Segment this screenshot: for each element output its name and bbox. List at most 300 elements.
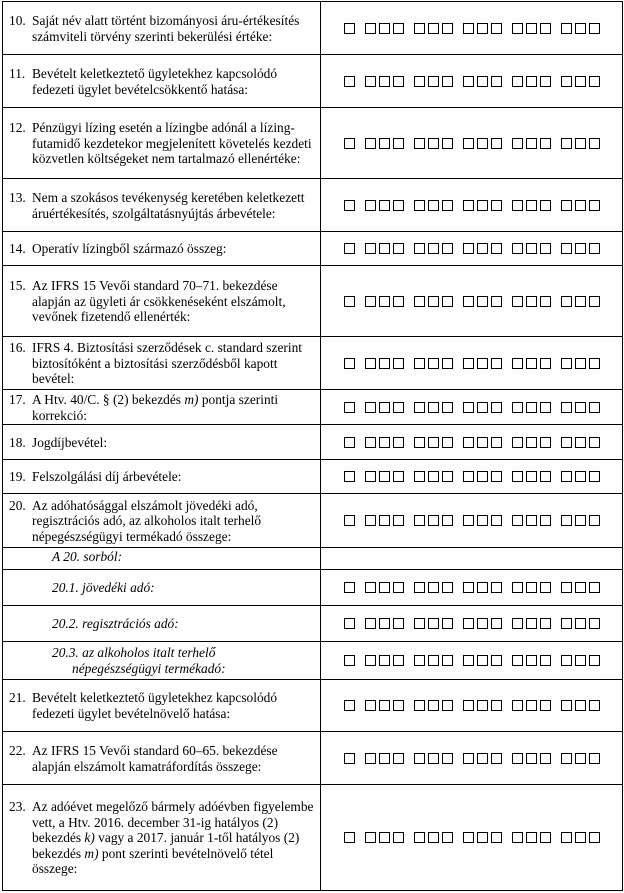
digit-box[interactable] <box>512 200 523 211</box>
digit-box[interactable] <box>393 471 404 482</box>
digit-box[interactable] <box>526 515 537 526</box>
digit-box[interactable] <box>393 515 404 526</box>
digit-box[interactable] <box>477 582 488 593</box>
digit-box[interactable] <box>561 655 572 666</box>
amount-field[interactable] <box>321 606 623 642</box>
digit-box[interactable] <box>561 582 572 593</box>
digit-box[interactable] <box>477 700 488 711</box>
digit-box[interactable] <box>561 402 572 413</box>
digit-box[interactable] <box>526 138 537 149</box>
digit-box[interactable] <box>379 243 390 254</box>
digit-box[interactable] <box>575 832 586 843</box>
digit-box[interactable] <box>526 200 537 211</box>
digit-box[interactable] <box>344 138 355 149</box>
digit-box[interactable] <box>344 582 355 593</box>
digit-box[interactable] <box>561 200 572 211</box>
amount-field[interactable] <box>321 390 623 425</box>
digit-box[interactable] <box>344 655 355 666</box>
digit-box[interactable] <box>540 402 551 413</box>
digit-box[interactable] <box>379 200 390 211</box>
digit-box[interactable] <box>589 832 600 843</box>
digit-box[interactable] <box>589 753 600 764</box>
digit-box[interactable] <box>526 753 537 764</box>
digit-box[interactable] <box>442 296 453 307</box>
digit-box[interactable] <box>491 832 502 843</box>
digit-box[interactable] <box>477 76 488 87</box>
digit-box[interactable] <box>379 655 390 666</box>
digit-box[interactable] <box>414 437 425 448</box>
digit-box[interactable] <box>442 437 453 448</box>
digit-box[interactable] <box>575 243 586 254</box>
digit-box[interactable] <box>414 23 425 34</box>
digit-box[interactable] <box>575 515 586 526</box>
digit-box[interactable] <box>561 296 572 307</box>
digit-box[interactable] <box>344 700 355 711</box>
digit-box[interactable] <box>526 700 537 711</box>
digit-box[interactable] <box>414 655 425 666</box>
digit-box[interactable] <box>428 471 439 482</box>
digit-box[interactable] <box>491 655 502 666</box>
digit-box[interactable] <box>442 402 453 413</box>
digit-box[interactable] <box>540 832 551 843</box>
digit-box[interactable] <box>561 437 572 448</box>
digit-box[interactable] <box>491 23 502 34</box>
digit-box[interactable] <box>575 76 586 87</box>
digit-box[interactable] <box>575 138 586 149</box>
digit-box[interactable] <box>414 471 425 482</box>
digit-box[interactable] <box>561 618 572 629</box>
digit-box[interactable] <box>365 358 376 369</box>
amount-field[interactable] <box>321 179 623 232</box>
digit-box[interactable] <box>575 437 586 448</box>
amount-field[interactable] <box>321 642 623 680</box>
digit-box[interactable] <box>477 200 488 211</box>
digit-box[interactable] <box>379 582 390 593</box>
digit-box[interactable] <box>589 200 600 211</box>
digit-box[interactable] <box>477 655 488 666</box>
digit-group <box>365 471 404 482</box>
digit-box[interactable] <box>491 618 502 629</box>
digit-box[interactable] <box>393 582 404 593</box>
digit-box[interactable] <box>365 655 376 666</box>
digit-box[interactable] <box>393 832 404 843</box>
digit-box[interactable] <box>512 515 523 526</box>
digit-box[interactable] <box>540 700 551 711</box>
digit-box[interactable] <box>344 832 355 843</box>
digit-box[interactable] <box>491 753 502 764</box>
digit-box[interactable] <box>526 437 537 448</box>
digit-box[interactable] <box>393 200 404 211</box>
digit-box[interactable] <box>512 296 523 307</box>
digit-box[interactable] <box>491 138 502 149</box>
digit-group <box>463 296 502 307</box>
digit-box[interactable] <box>379 296 390 307</box>
digit-box[interactable] <box>526 618 537 629</box>
digit-box[interactable] <box>379 753 390 764</box>
digit-box[interactable] <box>477 832 488 843</box>
digit-box[interactable] <box>442 358 453 369</box>
digit-box[interactable] <box>393 138 404 149</box>
digit-box[interactable] <box>526 655 537 666</box>
digit-box[interactable] <box>575 618 586 629</box>
amount-field[interactable] <box>321 732 623 785</box>
digit-box[interactable] <box>379 515 390 526</box>
digit-box[interactable] <box>428 358 439 369</box>
digit-box[interactable] <box>463 243 474 254</box>
digit-box[interactable] <box>442 832 453 843</box>
digit-box[interactable] <box>491 402 502 413</box>
revenue-items-table <box>2 1 623 891</box>
digit-box[interactable] <box>540 655 551 666</box>
digit-box[interactable] <box>428 138 439 149</box>
table-row <box>3 266 623 337</box>
digit-box[interactable] <box>463 582 474 593</box>
amount-field[interactable] <box>321 232 623 266</box>
digit-box[interactable] <box>379 700 390 711</box>
digit-box[interactable] <box>512 655 523 666</box>
digit-box[interactable] <box>540 618 551 629</box>
digit-box[interactable] <box>589 582 600 593</box>
digit-box[interactable] <box>463 618 474 629</box>
digit-box[interactable] <box>344 358 355 369</box>
digit-box[interactable] <box>442 515 453 526</box>
digit-box[interactable] <box>428 700 439 711</box>
digit-box[interactable] <box>393 700 404 711</box>
digit-box[interactable] <box>589 243 600 254</box>
digit-box[interactable] <box>442 23 453 34</box>
digit-box[interactable] <box>575 700 586 711</box>
digit-box[interactable] <box>414 618 425 629</box>
digit-box[interactable] <box>575 655 586 666</box>
digit-box[interactable] <box>428 582 439 593</box>
digit-box[interactable] <box>344 471 355 482</box>
digit-box[interactable] <box>575 582 586 593</box>
digit-box[interactable] <box>561 138 572 149</box>
digit-box[interactable] <box>442 655 453 666</box>
digit-box[interactable] <box>393 402 404 413</box>
digit-box[interactable] <box>512 700 523 711</box>
digit-box[interactable] <box>442 471 453 482</box>
table-row <box>3 55 623 108</box>
digit-box[interactable] <box>540 296 551 307</box>
digit-box[interactable] <box>428 753 439 764</box>
digit-box[interactable] <box>512 138 523 149</box>
digit-box[interactable] <box>344 243 355 254</box>
digit-box[interactable] <box>491 200 502 211</box>
digit-box[interactable] <box>561 358 572 369</box>
digit-box[interactable] <box>365 618 376 629</box>
digit-box[interactable] <box>540 437 551 448</box>
digit-box[interactable] <box>365 402 376 413</box>
digit-box[interactable] <box>512 243 523 254</box>
digit-box[interactable] <box>477 618 488 629</box>
digit-box[interactable] <box>540 753 551 764</box>
digit-box[interactable] <box>365 296 376 307</box>
digit-group <box>344 76 355 87</box>
digit-box[interactable] <box>512 618 523 629</box>
digit-box[interactable] <box>393 618 404 629</box>
digit-box[interactable] <box>463 471 474 482</box>
digit-box[interactable] <box>463 700 474 711</box>
digit-box[interactable] <box>344 23 355 34</box>
amount-field[interactable] <box>321 785 623 891</box>
digit-box[interactable] <box>379 23 390 34</box>
digit-box[interactable] <box>526 358 537 369</box>
digit-box[interactable] <box>589 515 600 526</box>
digit-box[interactable] <box>512 753 523 764</box>
digit-group <box>414 296 453 307</box>
digit-box[interactable] <box>477 515 488 526</box>
digit-box[interactable] <box>589 76 600 87</box>
amount-field[interactable] <box>321 337 623 390</box>
digit-box[interactable] <box>575 402 586 413</box>
digit-box[interactable] <box>540 138 551 149</box>
digit-box[interactable] <box>526 76 537 87</box>
digit-box[interactable] <box>540 515 551 526</box>
digit-box[interactable] <box>561 753 572 764</box>
digit-box[interactable] <box>575 471 586 482</box>
digit-box[interactable] <box>379 471 390 482</box>
amount-field[interactable] <box>321 108 623 179</box>
digit-box[interactable] <box>379 618 390 629</box>
digit-box[interactable] <box>463 832 474 843</box>
digit-box[interactable] <box>365 832 376 843</box>
row-number: 11. <box>9 65 26 81</box>
digit-box[interactable] <box>575 200 586 211</box>
digit-box[interactable] <box>365 753 376 764</box>
digit-box[interactable] <box>344 76 355 87</box>
digit-box[interactable] <box>393 358 404 369</box>
digit-box[interactable] <box>442 618 453 629</box>
digit-box[interactable] <box>491 243 502 254</box>
digit-box[interactable] <box>463 753 474 764</box>
digit-box[interactable] <box>477 358 488 369</box>
digit-box[interactable] <box>491 358 502 369</box>
digit-box[interactable] <box>589 402 600 413</box>
digit-box[interactable] <box>365 437 376 448</box>
digit-box[interactable] <box>589 138 600 149</box>
digit-box[interactable] <box>477 23 488 34</box>
digit-box[interactable] <box>428 437 439 448</box>
digit-box[interactable] <box>512 23 523 34</box>
digit-box[interactable] <box>365 515 376 526</box>
digit-box[interactable] <box>463 655 474 666</box>
digit-box[interactable] <box>491 296 502 307</box>
digit-box[interactable] <box>491 582 502 593</box>
digit-box[interactable] <box>463 23 474 34</box>
digit-box[interactable] <box>463 515 474 526</box>
digit-box[interactable] <box>414 358 425 369</box>
digit-box[interactable] <box>379 76 390 87</box>
digit-box[interactable] <box>491 437 502 448</box>
digit-box[interactable] <box>463 296 474 307</box>
digit-box[interactable] <box>428 402 439 413</box>
digit-box[interactable] <box>365 23 376 34</box>
digit-box[interactable] <box>540 200 551 211</box>
digit-box[interactable] <box>344 437 355 448</box>
digit-box[interactable] <box>393 437 404 448</box>
digit-box[interactable] <box>344 402 355 413</box>
digit-box[interactable] <box>589 655 600 666</box>
amount-field[interactable] <box>321 570 623 606</box>
digit-box[interactable] <box>512 832 523 843</box>
digit-box[interactable] <box>575 753 586 764</box>
digit-box[interactable] <box>561 471 572 482</box>
digit-box[interactable] <box>463 200 474 211</box>
digit-box[interactable] <box>442 582 453 593</box>
digit-box[interactable] <box>414 753 425 764</box>
digit-box[interactable] <box>561 700 572 711</box>
digit-box[interactable] <box>512 437 523 448</box>
digit-box[interactable] <box>414 700 425 711</box>
amount-field[interactable] <box>321 680 623 732</box>
amount-field[interactable] <box>321 425 623 460</box>
digit-box[interactable] <box>428 515 439 526</box>
amount-field[interactable] <box>321 460 623 494</box>
digit-box[interactable] <box>428 832 439 843</box>
digit-box[interactable] <box>477 243 488 254</box>
row-label <box>3 606 321 642</box>
digit-box[interactable] <box>365 200 376 211</box>
digit-box[interactable] <box>379 832 390 843</box>
row-label <box>3 494 321 548</box>
digit-box[interactable] <box>512 402 523 413</box>
digit-box[interactable] <box>414 243 425 254</box>
digit-box[interactable] <box>365 582 376 593</box>
digit-box[interactable] <box>365 138 376 149</box>
digit-box[interactable] <box>561 832 572 843</box>
digit-box[interactable] <box>428 655 439 666</box>
digit-box[interactable] <box>442 700 453 711</box>
amount-field[interactable] <box>321 494 623 548</box>
digit-box[interactable] <box>379 402 390 413</box>
digit-box[interactable] <box>463 402 474 413</box>
digit-box[interactable] <box>512 76 523 87</box>
digit-box[interactable] <box>414 296 425 307</box>
digit-box[interactable] <box>428 296 439 307</box>
digit-box[interactable] <box>540 23 551 34</box>
digit-box[interactable] <box>477 471 488 482</box>
digit-box[interactable] <box>463 138 474 149</box>
digit-box[interactable] <box>526 471 537 482</box>
digit-box[interactable] <box>512 471 523 482</box>
digit-box[interactable] <box>344 296 355 307</box>
digit-box[interactable] <box>414 582 425 593</box>
digit-box[interactable] <box>414 515 425 526</box>
amount-field[interactable] <box>321 266 623 337</box>
digit-box[interactable] <box>442 753 453 764</box>
amount-field[interactable] <box>321 2 623 55</box>
digit-box[interactable] <box>442 243 453 254</box>
digit-box[interactable] <box>540 471 551 482</box>
digit-box[interactable] <box>379 437 390 448</box>
digit-box[interactable] <box>393 655 404 666</box>
digit-box[interactable] <box>393 23 404 34</box>
digit-box[interactable] <box>561 76 572 87</box>
digit-box[interactable] <box>512 358 523 369</box>
digit-box[interactable] <box>477 753 488 764</box>
digit-box[interactable] <box>344 618 355 629</box>
digit-box[interactable] <box>442 76 453 87</box>
digit-box[interactable] <box>526 402 537 413</box>
digit-box[interactable] <box>428 76 439 87</box>
digit-box[interactable] <box>526 832 537 843</box>
digit-box[interactable] <box>491 700 502 711</box>
digit-box[interactable] <box>428 243 439 254</box>
digit-box[interactable] <box>365 700 376 711</box>
digit-box[interactable] <box>526 296 537 307</box>
digit-box[interactable] <box>477 296 488 307</box>
digit-box[interactable] <box>491 471 502 482</box>
digit-box[interactable] <box>561 515 572 526</box>
digit-box[interactable] <box>414 402 425 413</box>
digit-box[interactable] <box>379 138 390 149</box>
row-label <box>3 548 321 570</box>
digit-box[interactable] <box>589 23 600 34</box>
digit-box[interactable] <box>428 23 439 34</box>
digit-box[interactable] <box>428 618 439 629</box>
digit-box[interactable] <box>491 76 502 87</box>
digit-box[interactable] <box>463 358 474 369</box>
digit-box[interactable] <box>477 138 488 149</box>
digit-box[interactable] <box>393 296 404 307</box>
digit-box[interactable] <box>526 582 537 593</box>
digit-box[interactable] <box>428 200 439 211</box>
digit-box[interactable] <box>344 515 355 526</box>
digit-box[interactable] <box>414 138 425 149</box>
digit-box[interactable] <box>365 76 376 87</box>
digit-box[interactable] <box>589 296 600 307</box>
digit-box[interactable] <box>477 402 488 413</box>
digit-box[interactable] <box>463 76 474 87</box>
digit-box[interactable] <box>463 437 474 448</box>
digit-box[interactable] <box>393 243 404 254</box>
digit-box[interactable] <box>589 618 600 629</box>
digit-box[interactable] <box>561 23 572 34</box>
digit-box[interactable] <box>393 753 404 764</box>
digit-box[interactable] <box>393 76 404 87</box>
digit-box[interactable] <box>344 200 355 211</box>
digit-box[interactable] <box>442 138 453 149</box>
digit-box[interactable] <box>575 358 586 369</box>
digit-box[interactable] <box>344 753 355 764</box>
digit-box[interactable] <box>540 358 551 369</box>
digit-box[interactable] <box>589 437 600 448</box>
digit-box[interactable] <box>589 358 600 369</box>
digit-box[interactable] <box>365 471 376 482</box>
digit-box[interactable] <box>477 437 488 448</box>
digit-box[interactable] <box>575 296 586 307</box>
digit-box[interactable] <box>561 243 572 254</box>
digit-box[interactable] <box>379 358 390 369</box>
digit-box[interactable] <box>526 243 537 254</box>
digit-box[interactable] <box>589 471 600 482</box>
digit-box[interactable] <box>442 200 453 211</box>
digit-box[interactable] <box>414 76 425 87</box>
digit-box[interactable] <box>540 243 551 254</box>
digit-box[interactable] <box>414 832 425 843</box>
amount-field[interactable] <box>321 55 623 108</box>
digit-box[interactable] <box>575 23 586 34</box>
digit-box[interactable] <box>589 700 600 711</box>
digit-box[interactable] <box>491 515 502 526</box>
digit-box[interactable] <box>512 582 523 593</box>
digit-box[interactable] <box>526 23 537 34</box>
digit-box[interactable] <box>540 582 551 593</box>
digit-box[interactable] <box>414 200 425 211</box>
digit-box[interactable] <box>365 243 376 254</box>
digit-box[interactable] <box>540 76 551 87</box>
